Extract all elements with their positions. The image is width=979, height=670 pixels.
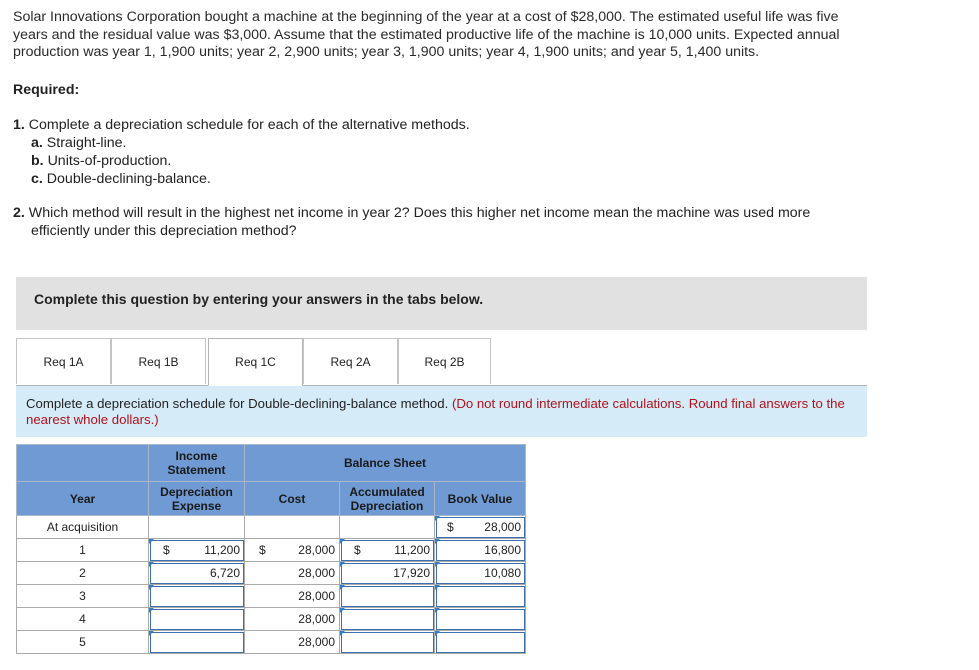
depreciation-input[interactable] <box>149 631 245 654</box>
book-value-value: 28,000 <box>484 520 521 534</box>
income-statement-header: Income Statement <box>149 445 245 482</box>
question-2 <box>13 204 958 240</box>
table-row <box>17 539 526 562</box>
cost-value: 28,000 <box>298 566 335 580</box>
accumulated-column-header: Accumulated Depreciation <box>340 482 435 516</box>
currency-symbol: $ <box>354 543 361 557</box>
book-value-input[interactable] <box>435 631 526 654</box>
question-2-line-1: Which method will result in the highest net income in year 2? Does this higher net income mean the machine was used more <box>28 205 811 221</box>
instruction-text: Complete a depreciation schedule for Double-declining-balance method. <box>26 396 449 411</box>
year-cell: 4 <box>17 608 149 631</box>
cost-value: 28,000 <box>298 543 335 557</box>
depreciation-cell <box>149 516 245 539</box>
table-row <box>17 608 526 631</box>
table-row <box>17 631 526 654</box>
question-1-text: Complete a depreciation schedule for each of the alternative methods. <box>28 117 470 133</box>
book-value-input[interactable] <box>435 608 526 631</box>
table-row <box>17 516 526 539</box>
cost-column-header: Cost <box>245 482 340 516</box>
year-cell: 3 <box>17 585 149 608</box>
depreciation-input[interactable] <box>149 562 245 585</box>
accumulated-input[interactable] <box>340 608 435 631</box>
required-heading: Required: <box>13 82 80 98</box>
depreciation-column-header: Depreciation Expense <box>149 482 245 516</box>
book-value-input[interactable] <box>435 516 526 539</box>
book-value-input[interactable] <box>435 585 526 608</box>
currency-symbol: $ <box>163 543 170 557</box>
option-a-text: Straight-line. <box>46 135 127 151</box>
book-value-input[interactable] <box>435 539 526 562</box>
tab-req-1c[interactable]: Req 1C <box>208 338 303 386</box>
currency-symbol: $ <box>259 543 266 557</box>
accumulated-input[interactable] <box>340 562 435 585</box>
accumulated-value: 11,200 <box>394 543 430 557</box>
cost-value: 28,000 <box>298 635 335 649</box>
cost-cell <box>245 608 340 631</box>
tab-bar <box>16 338 867 386</box>
depreciation-input[interactable] <box>149 608 245 631</box>
year-cell: 5 <box>17 631 149 654</box>
accumulated-value: 17,920 <box>393 566 430 580</box>
option-b-letter: b. <box>31 153 44 169</box>
tab-req-1b[interactable]: Req 1B <box>111 338 206 384</box>
book-value-value: 16,800 <box>484 543 521 557</box>
question-1 <box>13 116 470 188</box>
depreciation-value: 6,720 <box>209 566 240 580</box>
cost-cell <box>245 631 340 654</box>
year-cell: At acquisition <box>17 516 149 539</box>
option-b-text: Units-of-production. <box>47 153 172 169</box>
option-c-text: Double-declining-balance. <box>46 171 211 187</box>
cost-value: 28,000 <box>298 612 335 626</box>
problem-statement <box>13 9 958 62</box>
currency-symbol: $ <box>447 520 454 534</box>
depreciation-input[interactable] <box>149 539 245 562</box>
depreciation-input[interactable] <box>149 585 245 608</box>
cost-cell <box>245 585 340 608</box>
cost-value: 28,000 <box>298 589 335 603</box>
table-row <box>17 562 526 585</box>
depreciation-value: 11,200 <box>204 543 240 557</box>
cost-cell <box>245 516 340 539</box>
tab-req-2b[interactable]: Req 2B <box>398 338 491 384</box>
question-2-number: 2. <box>13 205 25 221</box>
problem-line-1: Solar Innovations Corporation bought a machine at the beginning of the year at a cost of $28,000. The estimated useful life was five <box>13 9 839 25</box>
option-c-letter: c. <box>31 171 43 187</box>
book-value-value: 10,080 <box>484 566 521 580</box>
cost-cell <box>245 562 340 585</box>
table-row <box>17 585 526 608</box>
tab-req-1a[interactable]: Req 1A <box>16 338 111 384</box>
instructions-banner: Complete this question by entering your answers in the tabs below. <box>16 277 867 330</box>
accumulated-input[interactable] <box>340 539 435 562</box>
problem-line-3: production was year 1, 1,900 units; year 2, 2,900 units; year 3, 1,900 units; year 4, 1,900 units; and year 5, 1,400 units. <box>13 44 760 60</box>
year-cell: 2 <box>17 562 149 585</box>
tab-instructions <box>16 386 867 437</box>
year-cell: 1 <box>17 539 149 562</box>
instruction-note: (Do not round intermediate calculations. Round final answers to the nearest whole dollars.) <box>26 396 845 427</box>
year-column-header: Year <box>17 482 149 516</box>
option-a-letter: a. <box>31 135 43 151</box>
year-header-top <box>17 445 149 482</box>
question-2-line-2: efficiently under this depreciation method? <box>31 223 297 239</box>
question-1-number: 1. <box>13 117 25 133</box>
accumulated-cell <box>340 516 435 539</box>
accumulated-input[interactable] <box>340 631 435 654</box>
cost-cell <box>245 539 340 562</box>
book-value-input[interactable] <box>435 562 526 585</box>
depreciation-schedule-table <box>16 444 526 654</box>
tab-req-2a[interactable]: Req 2A <box>303 338 398 384</box>
problem-line-2: years and the residual value was $3,000. Assume that the estimated productive life of the machine is 10,000 units. Expected annual <box>13 26 840 43</box>
balance-sheet-header: Balance Sheet <box>245 445 526 482</box>
book-value-column-header: Book Value <box>435 482 526 516</box>
accumulated-input[interactable] <box>340 585 435 608</box>
